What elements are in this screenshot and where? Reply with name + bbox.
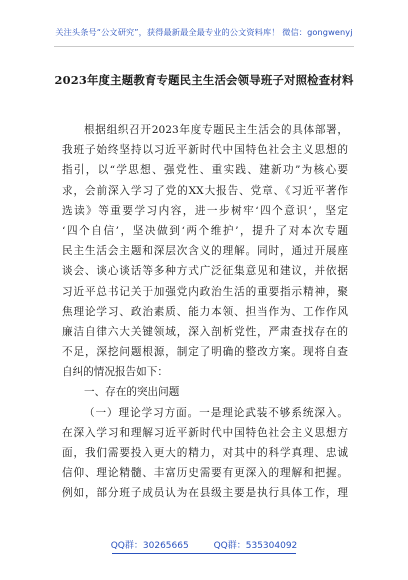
body-line: 信仰、理论精髓、丰富历史需要有更深入的理解和把握。 bbox=[62, 467, 348, 480]
footer-underline bbox=[112, 553, 296, 554]
body-line: 指引，以“学思想、强党性、重实践、建新功”为核心要 bbox=[62, 164, 348, 177]
body-line: 不足，深挖问题根源，制定了明确的整改方案。现将自查 bbox=[62, 346, 348, 359]
section-heading: 一、存在的突出问题 bbox=[84, 386, 180, 399]
footer-contact bbox=[20, 538, 388, 551]
document-title: 2023年度主题教育专题民主生活会领导班子对照检查材料 bbox=[54, 73, 354, 87]
body-line: 习近平总书记关于加强党内政治生活的重要指示精神，聚 bbox=[62, 285, 348, 298]
document-body bbox=[62, 120, 348, 504]
body-line: 民主生活会主题和深层次含义的理解。同时，通过开展座 bbox=[62, 245, 348, 258]
body-line: 自纠的情况报告如下： bbox=[62, 366, 168, 379]
body-line: 焦理论学习、政治素质、能力本领、担当作为、工作作风 bbox=[62, 305, 348, 318]
body-line: ‘四个自信’，坚决做到‘两个维护’，提升了对本次专题 bbox=[62, 224, 348, 237]
subsection-heading: （一）理论学习方面。一是理论武装不够系统深入。 bbox=[84, 406, 348, 419]
body-line: 我班子始终坚持以习近平新时代中国特色社会主义思想的 bbox=[62, 144, 348, 157]
header-divider bbox=[54, 46, 354, 47]
body-line: 选读》等重要学习内容，进一步树牢‘四个意识’，坚定 bbox=[62, 204, 348, 217]
body-line: 求，会前深入学习了党的XX大报告、党章、《习近平著作 bbox=[62, 184, 348, 197]
footer-qq-group-1: QQ群：30265665 bbox=[110, 541, 189, 551]
footer-qq-group-2: QQ群：535304092 bbox=[213, 541, 298, 551]
body-line: 廉洁自律六大关键领域，深入剖析党性，严肃查找存在的 bbox=[62, 325, 348, 338]
header-banner: 关注头条号“公文研究”，获得最新最全最专业的公文资料库！ 微信：gongwenyj bbox=[55, 27, 353, 37]
body-line: 谈会、谈心谈话等多种方式广泛征集意见和建议，并依据 bbox=[62, 265, 348, 278]
body-line: 面，我们需要投入更大的精力，对其中的科学真理、忠诚 bbox=[62, 447, 348, 459]
body-line: 在深入学习和理解习近平新时代中国特色社会主义思想方 bbox=[62, 426, 348, 439]
body-line: 例如，部分班子成员认为在县级主要是执行具体工作，理 bbox=[62, 487, 348, 500]
body-line: 根据组织召开2023年度专题民主生活会的具体部署， bbox=[84, 124, 348, 136]
